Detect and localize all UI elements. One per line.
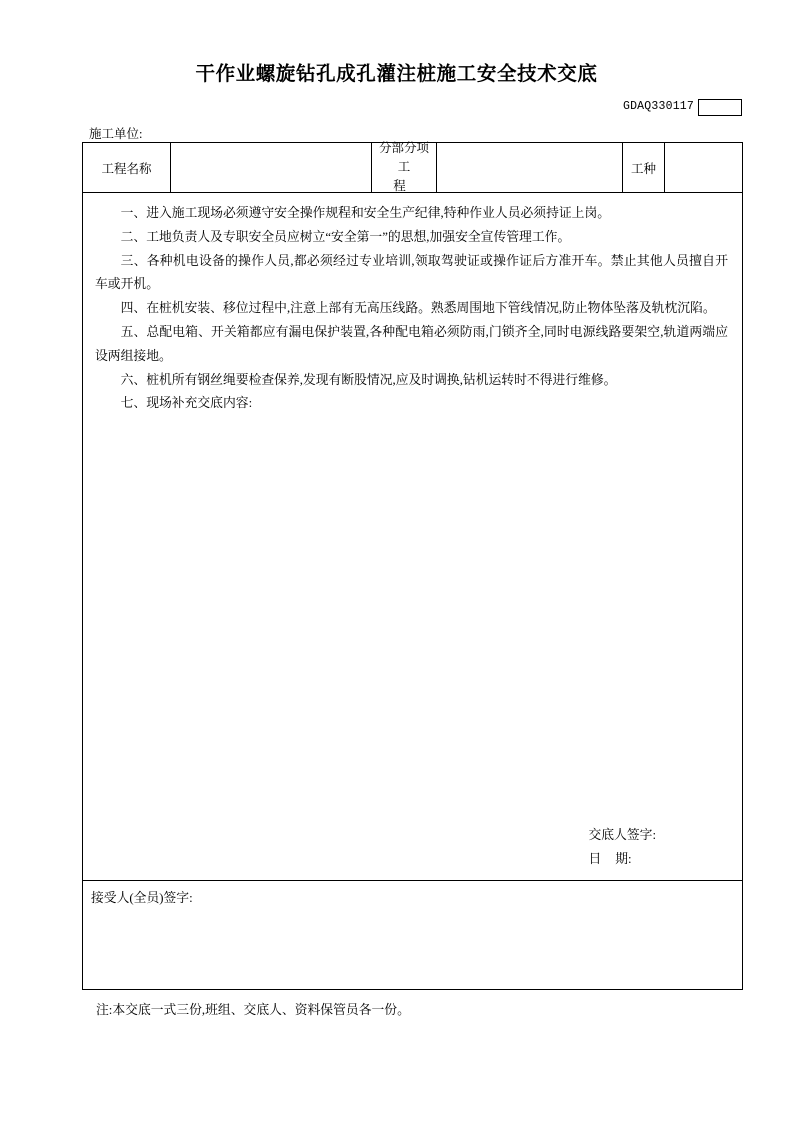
date-label-part1: 日 [588, 852, 616, 867]
clause-item: 一、进入施工现场必须遵守安全操作规程和安全生产纪律,特种作业人员必须持证上岗。 [120, 206, 611, 220]
clause-item: 二、工地负责人及专职安全员应树立“安全第一”的思想,加强安全宣传管理工作。 [120, 229, 571, 244]
project-name-label-cell: 工程名称 [83, 143, 171, 192]
disclosure-date-label[interactable] [588, 848, 656, 872]
construction-unit-label: 施工单位: [89, 127, 143, 141]
clause-item: 五、总配电箱、开关箱都应有漏电保护装置,各种配电箱必须防雨,门锁齐全,同时电源线路要架空,轨道两端应设两组接地。 [95, 324, 728, 363]
receiver-signature-region[interactable] [83, 881, 742, 981]
disclosure-content-region[interactable] [83, 193, 742, 881]
presenter-signature-block [588, 824, 656, 872]
subitem-label-line1: 分部分项 [378, 141, 429, 156]
work-type-value-cell[interactable] [665, 143, 740, 192]
receiver-signature-label: 接受人(全员)签字: [91, 891, 193, 905]
project-name-value-cell[interactable] [171, 143, 372, 192]
page-title: 干作业螺旋钻孔成孔灌注桩施工安全技术交底 [195, 63, 598, 85]
presenter-signature-label[interactable]: 交底人签字: [588, 828, 656, 843]
subitem-project-label-cell [372, 143, 437, 192]
table-header-row [83, 143, 742, 193]
form-code-text: GDAQ330117 [622, 99, 694, 113]
form-code-input-box[interactable] [698, 99, 742, 116]
clause-item: 六、桩机所有钢丝绳要检查保养,发现有断股情况,应及时调换,钻机运转时不得进行维修。 [120, 372, 617, 387]
form-code-group [623, 99, 742, 116]
work-type-label-cell: 工种 [623, 143, 665, 192]
subitem-project-value-cell[interactable] [437, 143, 623, 192]
clause-item: 四、在桩机安装、移位过程中,注意上部有无高压线路。熟悉周围地下管线情况,防止物体坠落及轨枕沉陷。 [120, 301, 716, 316]
footer-note: 注:本交底一式三份,班组、交底人、资料保管员各一份。 [96, 1003, 410, 1017]
clause-item: 七、现场补充交底内容: [120, 396, 253, 411]
subitem-label-line2: 工 程 [393, 160, 420, 193]
date-label-part2: 期: [615, 852, 632, 867]
disclosure-form-table [82, 142, 743, 990]
clause-item: 三、各种机电设备的操作人员,都必须经过专业培训,领取驾驶证或操作证后方准开车。禁止其他人员擅自开车或开机。 [95, 253, 728, 292]
